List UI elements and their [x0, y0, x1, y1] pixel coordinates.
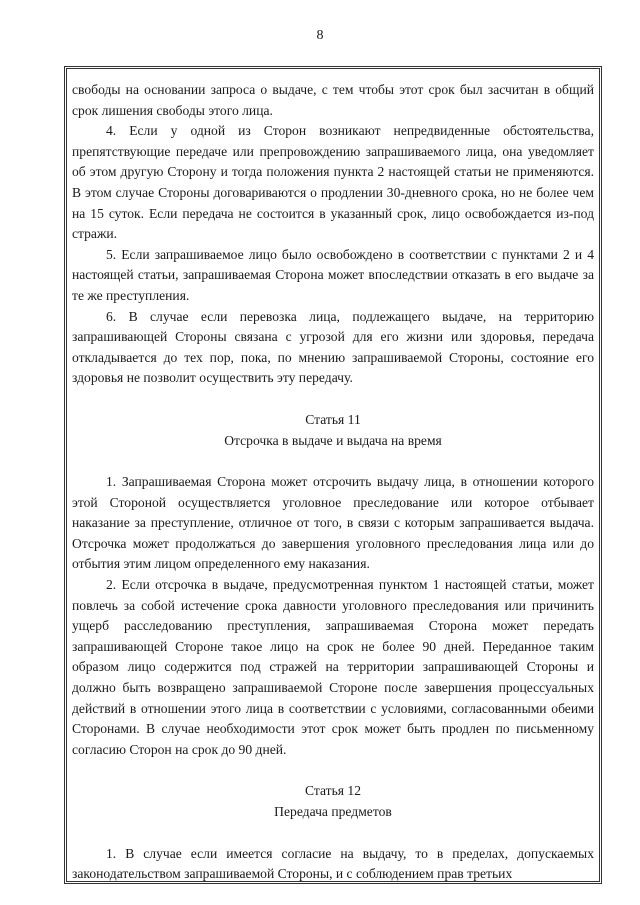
article-12-paragraph-1: 1. В случае если имеется согласие на выдачу, то в пределах, допускаемых законодательством запрашиваемой Стороны, и с соблюдением прав третьих [72, 845, 594, 882]
article-12-title: Передача предметов [274, 804, 392, 819]
article-11-paragraph-2: 2. Если отсрочка в выдаче, предусмотренная пунктом 1 настоящей статьи, может повлечь за собой истечение срока давности уголовного преследования или причинить ущерб расследованию преступления, запрашиваемая Сторона может передать запрашивающей Стороне такое лицо на срок не более 90 дней. Переданное таким образом лицо содержится под стражей на территории запрашивающей Стороны и должно быть возвращено запрашиваемой Стороне после завершения процессуальных действий в отношении этого лица в соответствии с условиями, согласованными обеими Сторонами. В случае необходимости этот срок может быть продлен по письменному согласию Сторон на срок до 90 дней. [72, 577, 594, 757]
article-11-paragraph-1: 1. Запрашиваемая Сторона может отсрочить выдачу лица, в отношении которого этой Стороной осуществляется уголовное преследование или которое отбывает наказание за преступление, отличное от того, в связи с которым запрашивается выдача. Отсрочка может продолжаться до завершения уголовного преследования лица или до отбытия этим лицом определенного ему наказания. [72, 474, 594, 572]
paragraph-item-4: 4. Если у одной из Сторон возникают непредвиденные обстоятельства, препятствующие передаче или препровождению запрашиваемого лица, она уведомляет об этом другую Сторону и тогда положения пункта 2 настоящей статьи не применяются. В этом случае Стороны договариваются о продлении 30-дневного срока, но не более чем на 15 суток. Если передача не состоится в указанный срок, лицо освобождается из-под стражи. [72, 123, 594, 242]
article-11-title: Отсрочка в выдаче и выдача на время [224, 432, 442, 448]
article-12-number: Статья 12 [304, 783, 362, 799]
document-body [72, 80, 594, 885]
paragraph-item-6: 6. В случае если перевозка лица, подлежащего выдаче, на территорию запрашивающей Стороны связана с угрозой для его жизни или здоровья, передача откладывается до тех пор, пока, по мнению запрашиваемой Стороны, состояние его здоровья не позволит осуществить эту передачу. [72, 308, 594, 386]
paragraph-continuation: свободы на основании запроса о выдаче, с тем чтобы этот срок был засчитан в общий срок лишения свободы этого лица. [72, 82, 594, 118]
paragraph-item-5: 5. Если запрашиваемое лицо было освобождено в соответствии с пунктами 2 и 4 настоящей статьи, запрашиваемая Сторона может впоследствии отказать в его выдаче за те же преступления. [72, 246, 594, 303]
article-11-number: Статья 11 [305, 411, 361, 427]
page-number: 8 [316, 28, 324, 43]
